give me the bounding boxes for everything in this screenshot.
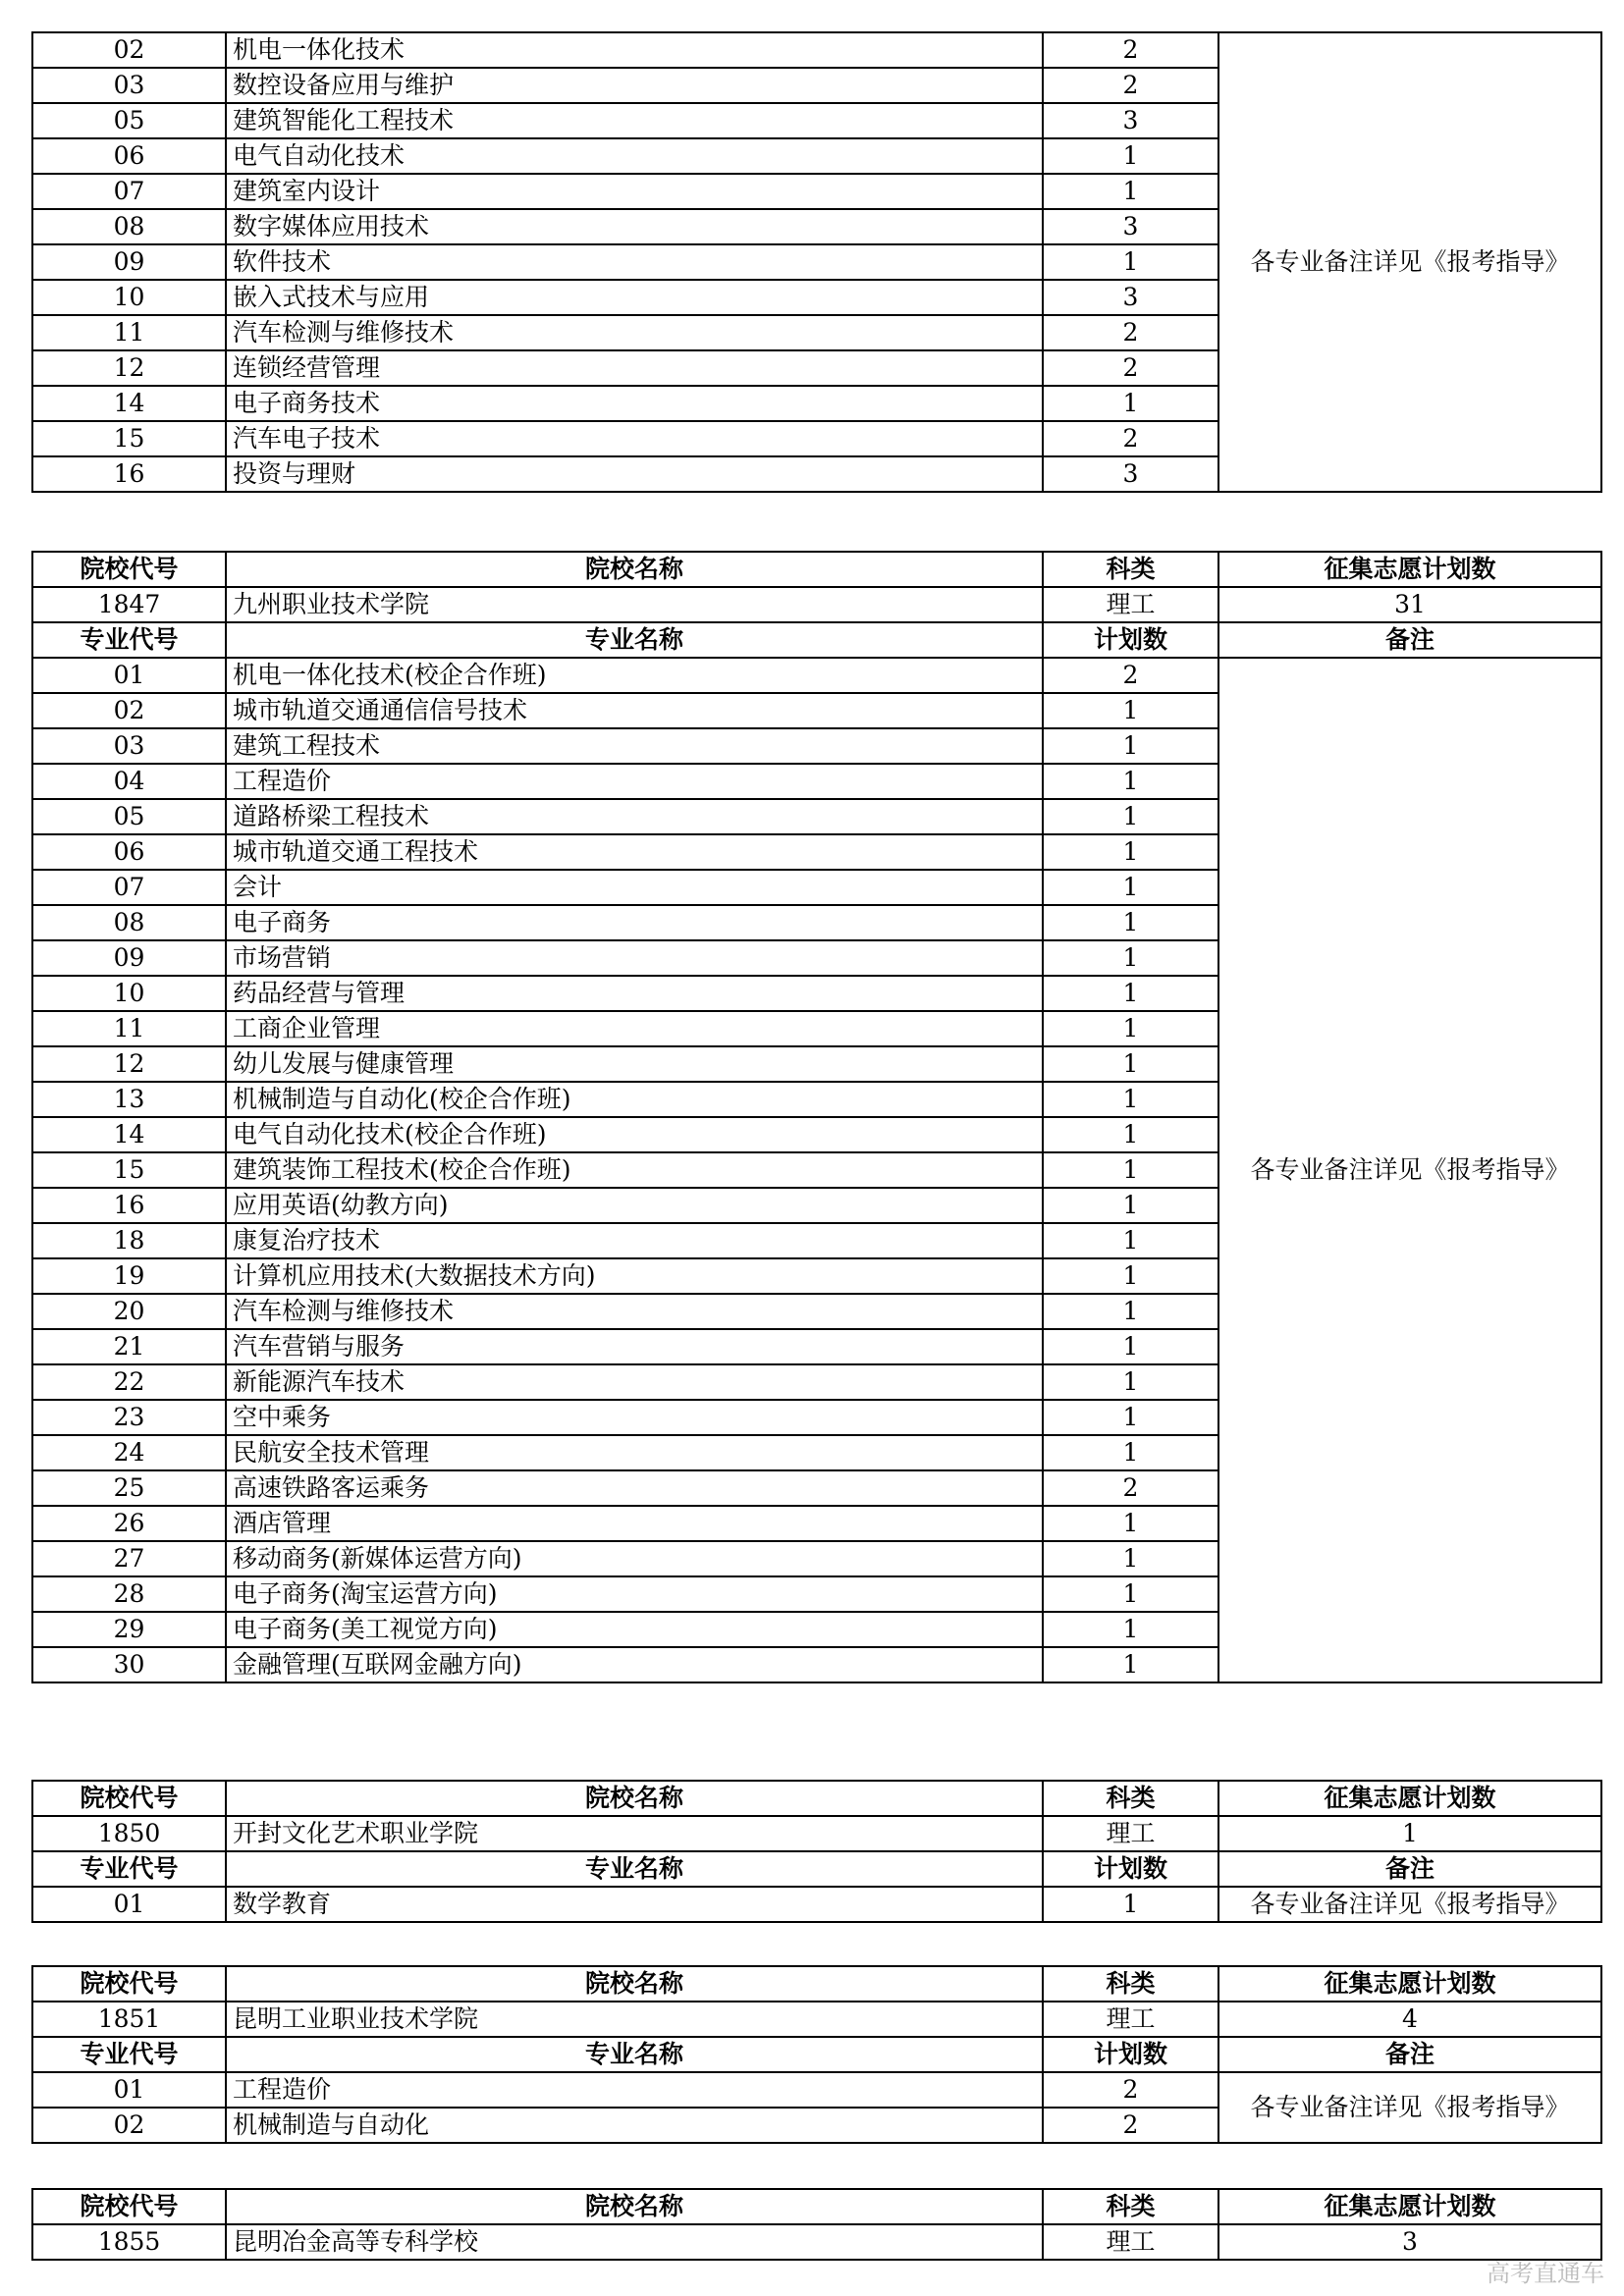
plan-total-cell: 1 xyxy=(1218,1816,1601,1851)
school-header-row xyxy=(32,1781,1601,1816)
major-code-header: 专业代号 xyxy=(32,622,226,658)
plan-count-cell: 1 xyxy=(1043,1435,1218,1470)
plan-total-header: 征集志愿计划数 xyxy=(1218,552,1601,587)
plan-count-cell: 1 xyxy=(1043,1506,1218,1541)
plan-count-cell: 2 xyxy=(1043,1470,1218,1506)
major-name-cell: 新能源汽车技术 xyxy=(226,1364,1043,1400)
watermark-text: 高考直通车 xyxy=(1487,2260,1604,2287)
major-code-header: 专业代号 xyxy=(32,1851,226,1887)
plan-total-cell: 4 xyxy=(1218,2002,1601,2037)
major-code-cell: 30 xyxy=(32,1647,226,1682)
major-code-cell: 14 xyxy=(32,386,226,421)
school-header-row xyxy=(32,552,1601,587)
remark-header: 备注 xyxy=(1218,622,1601,658)
major-name-cell: 金融管理(互联网金融方向) xyxy=(226,1647,1043,1682)
remark-cell: 各专业备注详见《报考指导》 xyxy=(1218,658,1601,1682)
major-code-cell: 13 xyxy=(32,1082,226,1117)
major-name-cell: 建筑室内设计 xyxy=(226,174,1043,209)
major-code-header: 专业代号 xyxy=(32,2037,226,2072)
plan-count-cell: 1 xyxy=(1043,1188,1218,1223)
major-code-cell: 06 xyxy=(32,834,226,870)
plan-count-cell: 1 xyxy=(1043,1887,1218,1922)
major-row xyxy=(32,658,1601,693)
plan-count-cell: 1 xyxy=(1043,834,1218,870)
plan-count-cell: 1 xyxy=(1043,1647,1218,1682)
school-table-1850 xyxy=(31,1780,1602,1923)
major-code-cell: 04 xyxy=(32,764,226,799)
plan-count-cell: 3 xyxy=(1043,280,1218,315)
remark-cell: 各专业备注详见《报考指导》 xyxy=(1218,1887,1601,1922)
major-code-cell: 02 xyxy=(32,32,226,68)
plan-count-cell: 3 xyxy=(1043,209,1218,244)
plan-count-cell: 1 xyxy=(1043,976,1218,1011)
major-code-cell: 22 xyxy=(32,1364,226,1400)
plan-count-cell: 1 xyxy=(1043,940,1218,976)
school-name-cell: 开封文化艺术职业学院 xyxy=(226,1816,1043,1851)
major-name-cell: 城市轨道交通工程技术 xyxy=(226,834,1043,870)
plan-count-cell: 2 xyxy=(1043,421,1218,456)
school-name-header: 院校名称 xyxy=(226,2189,1043,2224)
major-code-cell: 07 xyxy=(32,870,226,905)
plan-count-cell: 2 xyxy=(1043,315,1218,350)
plan-count-cell: 1 xyxy=(1043,138,1218,174)
major-code-cell: 08 xyxy=(32,209,226,244)
major-name-cell: 高速铁路客运乘务 xyxy=(226,1470,1043,1506)
plan-count-cell: 1 xyxy=(1043,1223,1218,1258)
major-name-cell: 连锁经营管理 xyxy=(226,350,1043,386)
plan-count-cell: 1 xyxy=(1043,693,1218,728)
major-name-cell: 机械制造与自动化 xyxy=(226,2108,1043,2143)
major-name-cell: 建筑智能化工程技术 xyxy=(226,103,1043,138)
major-name-cell: 市场营销 xyxy=(226,940,1043,976)
major-code-cell: 02 xyxy=(32,693,226,728)
major-name-header: 专业名称 xyxy=(226,622,1043,658)
plan-count-cell: 1 xyxy=(1043,1364,1218,1400)
plan-count-cell: 1 xyxy=(1043,1082,1218,1117)
major-code-cell: 28 xyxy=(32,1576,226,1612)
plan-count-cell: 2 xyxy=(1043,32,1218,68)
plan-total-cell: 3 xyxy=(1218,2224,1601,2260)
major-name-cell: 空中乘务 xyxy=(226,1400,1043,1435)
major-code-cell: 20 xyxy=(32,1294,226,1329)
plan-count-cell: 1 xyxy=(1043,1400,1218,1435)
plan-count-cell: 1 xyxy=(1043,728,1218,764)
major-code-cell: 05 xyxy=(32,103,226,138)
plan-count-cell: 1 xyxy=(1043,174,1218,209)
remark-header: 备注 xyxy=(1218,1851,1601,1887)
major-name-cell: 数控设备应用与维护 xyxy=(226,68,1043,103)
school-code-header: 院校代号 xyxy=(32,1781,226,1816)
category-cell: 理工 xyxy=(1043,2002,1218,2037)
school-name-cell: 九州职业技术学院 xyxy=(226,587,1043,622)
major-name-cell: 建筑装饰工程技术(校企合作班) xyxy=(226,1152,1043,1188)
school-info-row xyxy=(32,2002,1601,2037)
plan-count-cell: 1 xyxy=(1043,1117,1218,1152)
major-name-cell: 工商企业管理 xyxy=(226,1011,1043,1046)
school-table-1847 xyxy=(31,551,1602,1683)
major-name-header: 专业名称 xyxy=(226,2037,1043,2072)
school-header-row xyxy=(32,2189,1601,2224)
plan-count-cell: 1 xyxy=(1043,1258,1218,1294)
major-name-cell: 汽车电子技术 xyxy=(226,421,1043,456)
major-name-cell: 幼儿发展与健康管理 xyxy=(226,1046,1043,1082)
plan-count-cell: 1 xyxy=(1043,1612,1218,1647)
school-code-cell: 1851 xyxy=(32,2002,226,2037)
school-name-header: 院校名称 xyxy=(226,1781,1043,1816)
plan-count-cell: 2 xyxy=(1043,2108,1218,2143)
plan-count-cell: 3 xyxy=(1043,103,1218,138)
plan-count-header: 计划数 xyxy=(1043,622,1218,658)
major-name-cell: 工程造价 xyxy=(226,2072,1043,2108)
school-header-row xyxy=(32,1966,1601,2002)
major-name-cell: 计算机应用技术(大数据技术方向) xyxy=(226,1258,1043,1294)
major-name-cell: 电气自动化技术(校企合作班) xyxy=(226,1117,1043,1152)
plan-count-cell: 1 xyxy=(1043,1294,1218,1329)
school-code-cell: 1850 xyxy=(32,1816,226,1851)
major-header-row xyxy=(32,2037,1601,2072)
major-row xyxy=(32,2072,1601,2108)
school-table-1851 xyxy=(31,1965,1602,2144)
school-name-header: 院校名称 xyxy=(226,1966,1043,2002)
major-name-cell: 酒店管理 xyxy=(226,1506,1043,1541)
major-code-cell: 01 xyxy=(32,1887,226,1922)
plan-count-cell: 1 xyxy=(1043,764,1218,799)
major-code-cell: 01 xyxy=(32,2072,226,2108)
major-code-cell: 12 xyxy=(32,350,226,386)
major-code-cell: 24 xyxy=(32,1435,226,1470)
school-code-header: 院校代号 xyxy=(32,2189,226,2224)
major-code-cell: 03 xyxy=(32,68,226,103)
major-code-cell: 12 xyxy=(32,1046,226,1082)
major-code-cell: 16 xyxy=(32,456,226,492)
major-code-cell: 01 xyxy=(32,658,226,693)
school-table-1855 xyxy=(31,2188,1602,2261)
category-header: 科类 xyxy=(1043,2189,1218,2224)
plan-count-header: 计划数 xyxy=(1043,1851,1218,1887)
plan-count-cell: 1 xyxy=(1043,1576,1218,1612)
major-header-row xyxy=(32,622,1601,658)
major-code-cell: 23 xyxy=(32,1400,226,1435)
major-code-cell: 26 xyxy=(32,1506,226,1541)
continued-majors-table xyxy=(31,31,1602,493)
category-header: 科类 xyxy=(1043,552,1218,587)
school-code-cell: 1855 xyxy=(32,2224,226,2260)
major-code-cell: 29 xyxy=(32,1612,226,1647)
school-name-cell: 昆明工业职业技术学院 xyxy=(226,2002,1043,2037)
plan-count-cell: 1 xyxy=(1043,1046,1218,1082)
plan-count-cell: 3 xyxy=(1043,456,1218,492)
major-name-cell: 道路桥梁工程技术 xyxy=(226,799,1043,834)
major-row xyxy=(32,32,1601,68)
major-code-cell: 18 xyxy=(32,1223,226,1258)
plan-count-cell: 2 xyxy=(1043,658,1218,693)
school-name-cell: 昆明冶金高等专科学校 xyxy=(226,2224,1043,2260)
school-info-row xyxy=(32,2224,1601,2260)
major-code-cell: 09 xyxy=(32,244,226,280)
major-name-cell: 电气自动化技术 xyxy=(226,138,1043,174)
plan-count-cell: 1 xyxy=(1043,244,1218,280)
major-name-cell: 电子商务 xyxy=(226,905,1043,940)
category-cell: 理工 xyxy=(1043,1816,1218,1851)
major-name-cell: 投资与理财 xyxy=(226,456,1043,492)
major-name-cell: 汽车营销与服务 xyxy=(226,1329,1043,1364)
major-name-cell: 电子商务(美工视觉方向) xyxy=(226,1612,1043,1647)
plan-count-cell: 1 xyxy=(1043,386,1218,421)
plan-count-cell: 1 xyxy=(1043,1329,1218,1364)
major-name-cell: 汽车检测与维修技术 xyxy=(226,1294,1043,1329)
category-cell: 理工 xyxy=(1043,2224,1218,2260)
major-name-cell: 机电一体化技术 xyxy=(226,32,1043,68)
major-code-cell: 09 xyxy=(32,940,226,976)
remark-header: 备注 xyxy=(1218,2037,1601,2072)
major-name-cell: 工程造价 xyxy=(226,764,1043,799)
major-code-cell: 11 xyxy=(32,1011,226,1046)
major-code-cell: 15 xyxy=(32,1152,226,1188)
plan-count-cell: 1 xyxy=(1043,870,1218,905)
major-row xyxy=(32,1887,1601,1922)
major-name-cell: 电子商务技术 xyxy=(226,386,1043,421)
category-cell: 理工 xyxy=(1043,587,1218,622)
major-code-cell: 14 xyxy=(32,1117,226,1152)
category-header: 科类 xyxy=(1043,1781,1218,1816)
major-name-header: 专业名称 xyxy=(226,1851,1043,1887)
major-code-cell: 25 xyxy=(32,1470,226,1506)
remark-cell: 各专业备注详见《报考指导》 xyxy=(1218,2072,1601,2143)
major-name-cell: 机械制造与自动化(校企合作班) xyxy=(226,1082,1043,1117)
major-name-cell: 会计 xyxy=(226,870,1043,905)
major-code-cell: 06 xyxy=(32,138,226,174)
major-name-cell: 应用英语(幼教方向) xyxy=(226,1188,1043,1223)
major-code-cell: 11 xyxy=(32,315,226,350)
major-name-cell: 嵌入式技术与应用 xyxy=(226,280,1043,315)
plan-total-cell: 31 xyxy=(1218,587,1601,622)
major-name-cell: 汽车检测与维修技术 xyxy=(226,315,1043,350)
plan-count-cell: 2 xyxy=(1043,2072,1218,2108)
major-code-cell: 02 xyxy=(32,2108,226,2143)
major-code-cell: 19 xyxy=(32,1258,226,1294)
school-code-header: 院校代号 xyxy=(32,1966,226,2002)
major-code-cell: 05 xyxy=(32,799,226,834)
plan-count-cell: 2 xyxy=(1043,68,1218,103)
major-code-cell: 07 xyxy=(32,174,226,209)
plan-total-header: 征集志愿计划数 xyxy=(1218,1781,1601,1816)
school-code-cell: 1847 xyxy=(32,587,226,622)
major-name-cell: 药品经营与管理 xyxy=(226,976,1043,1011)
major-name-cell: 移动商务(新媒体运营方向) xyxy=(226,1541,1043,1576)
category-header: 科类 xyxy=(1043,1966,1218,2002)
major-name-cell: 机电一体化技术(校企合作班) xyxy=(226,658,1043,693)
school-info-row xyxy=(32,587,1601,622)
major-code-cell: 16 xyxy=(32,1188,226,1223)
plan-count-cell: 1 xyxy=(1043,1152,1218,1188)
major-name-cell: 数学教育 xyxy=(226,1887,1043,1922)
major-header-row xyxy=(32,1851,1601,1887)
plan-count-cell: 1 xyxy=(1043,905,1218,940)
major-code-cell: 27 xyxy=(32,1541,226,1576)
major-code-cell: 15 xyxy=(32,421,226,456)
major-code-cell: 08 xyxy=(32,905,226,940)
school-name-header: 院校名称 xyxy=(226,552,1043,587)
plan-count-cell: 2 xyxy=(1043,350,1218,386)
school-info-row xyxy=(32,1816,1601,1851)
remark-cell: 各专业备注详见《报考指导》 xyxy=(1218,32,1601,492)
major-name-cell: 数字媒体应用技术 xyxy=(226,209,1043,244)
major-name-cell: 康复治疗技术 xyxy=(226,1223,1043,1258)
major-name-cell: 民航安全技术管理 xyxy=(226,1435,1043,1470)
major-name-cell: 软件技术 xyxy=(226,244,1043,280)
major-code-cell: 10 xyxy=(32,976,226,1011)
major-name-cell: 城市轨道交通通信信号技术 xyxy=(226,693,1043,728)
major-name-cell: 电子商务(淘宝运营方向) xyxy=(226,1576,1043,1612)
major-code-cell: 03 xyxy=(32,728,226,764)
plan-count-cell: 1 xyxy=(1043,799,1218,834)
major-name-cell: 建筑工程技术 xyxy=(226,728,1043,764)
plan-count-cell: 1 xyxy=(1043,1541,1218,1576)
major-code-cell: 21 xyxy=(32,1329,226,1364)
plan-total-header: 征集志愿计划数 xyxy=(1218,1966,1601,2002)
plan-total-header: 征集志愿计划数 xyxy=(1218,2189,1601,2224)
plan-count-cell: 1 xyxy=(1043,1011,1218,1046)
school-code-header: 院校代号 xyxy=(32,552,226,587)
major-code-cell: 10 xyxy=(32,280,226,315)
plan-count-header: 计划数 xyxy=(1043,2037,1218,2072)
